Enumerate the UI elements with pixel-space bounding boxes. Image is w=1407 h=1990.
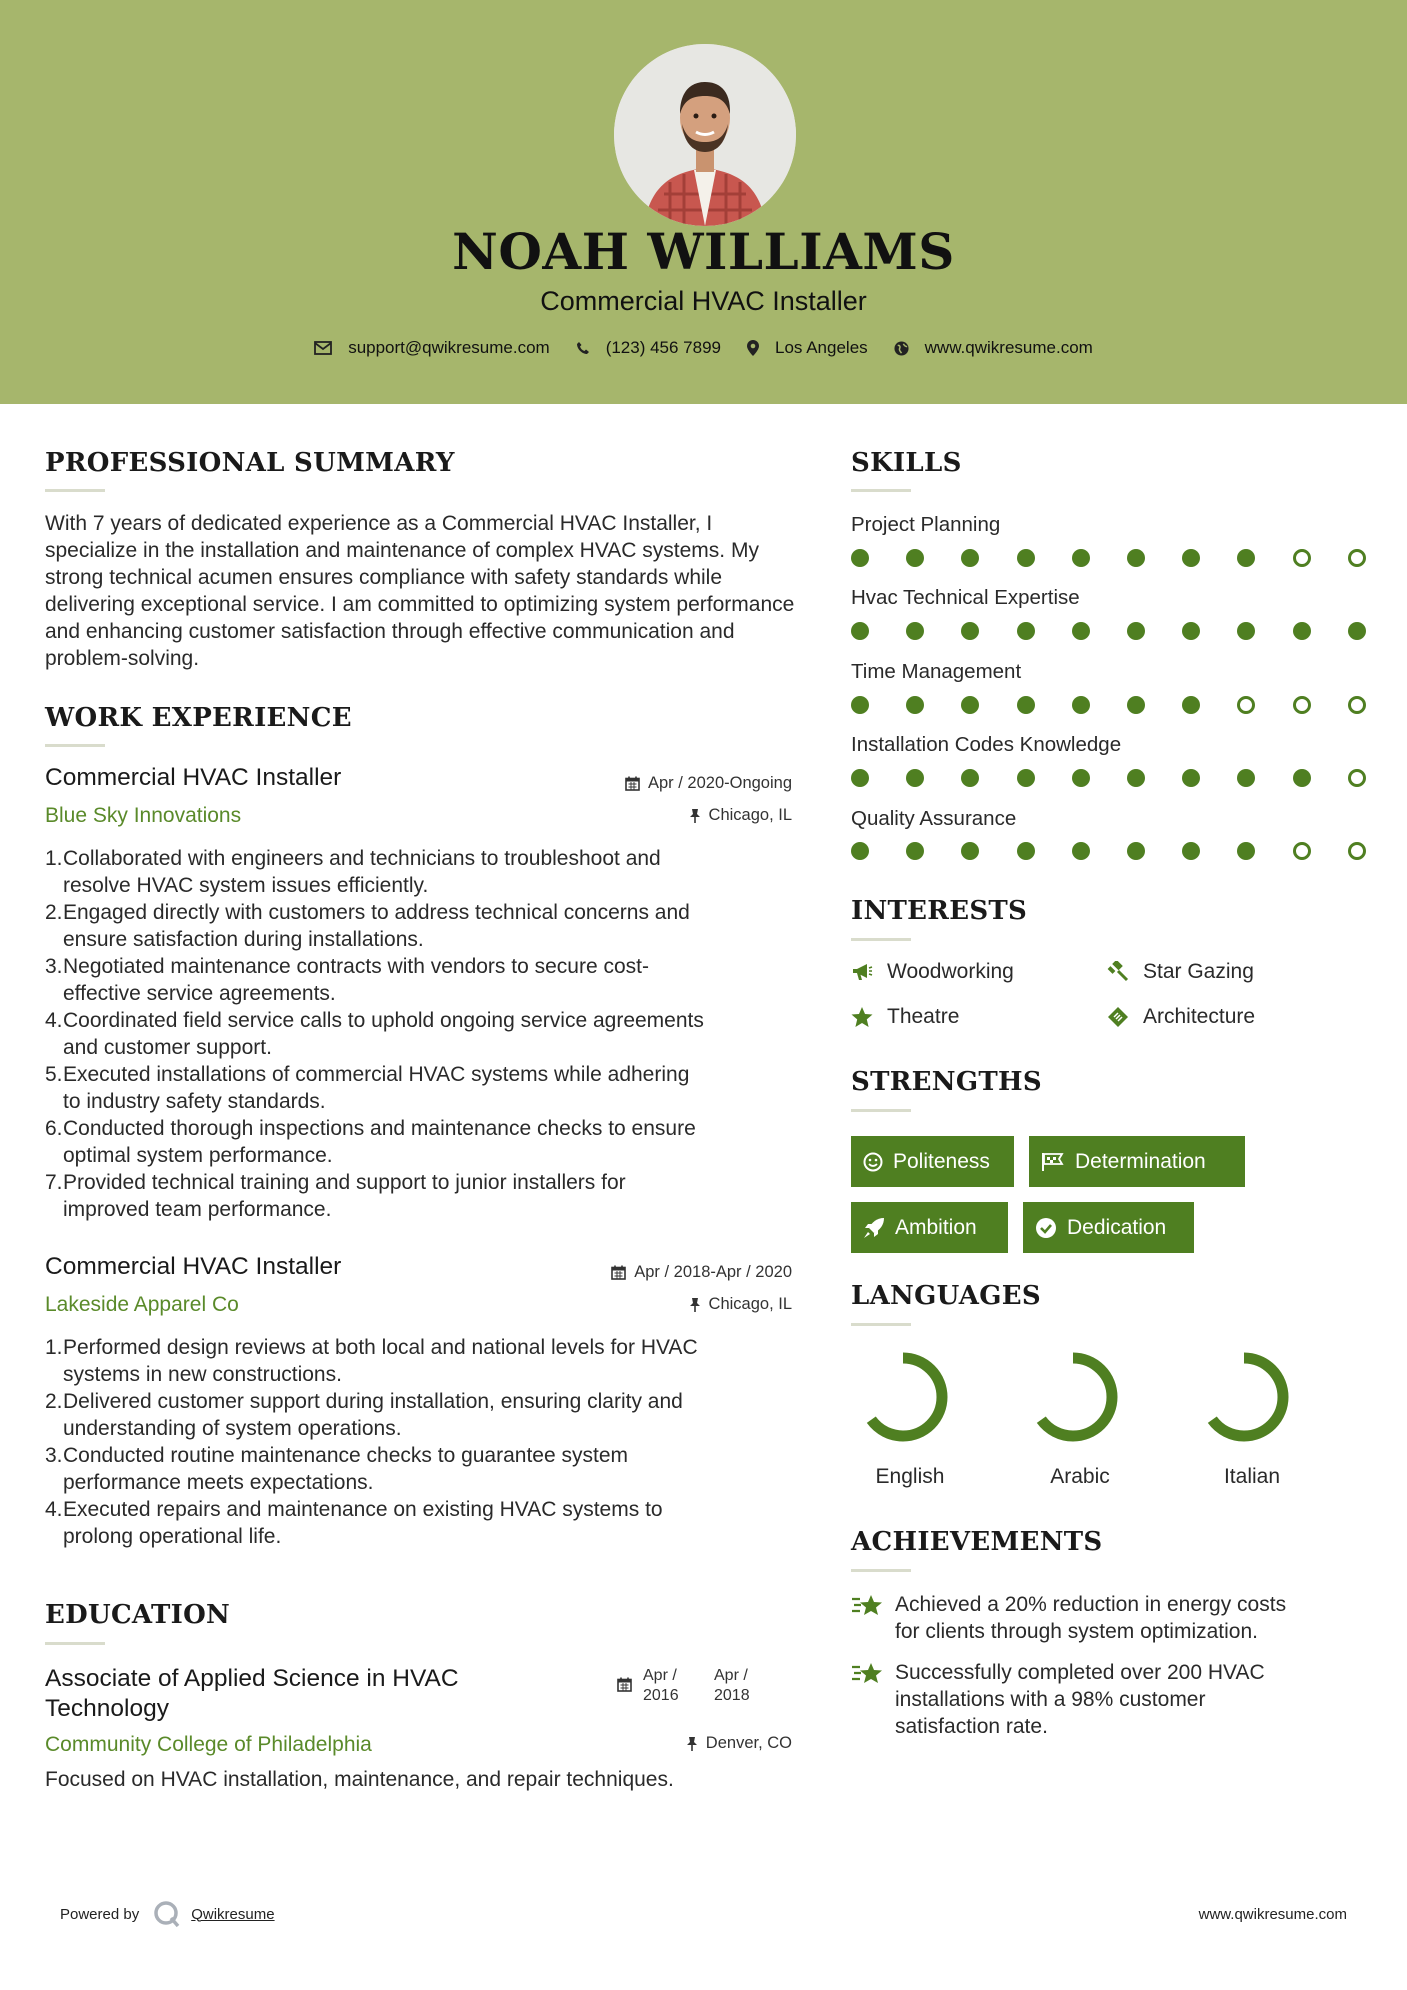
skill-dot-filled	[851, 622, 869, 640]
footer-powered-by: Powered by Qwikresume	[60, 1900, 275, 1928]
calendar-icon	[617, 1677, 632, 1692]
education-divider	[45, 1642, 105, 1645]
strengths-divider	[851, 1109, 911, 1112]
skill-rating	[851, 622, 1371, 642]
list-item: 7. Provided technical training and support to junior installers for improved team performance.	[45, 1171, 626, 1221]
gavel-icon	[1107, 961, 1129, 983]
list-item: 1. Collaborated with engineers and technicians to troubleshoot and resolve HVAC system issues efficiently.	[45, 847, 661, 897]
skill-dot-filled	[1348, 622, 1366, 640]
pushpin-icon	[689, 1297, 701, 1313]
education-end-date: Apr / 2018	[714, 1667, 750, 1704]
interest-item: Star Gazing	[1107, 960, 1254, 984]
skill-dot-filled	[1017, 842, 1035, 860]
skill-rating	[851, 696, 1371, 716]
degree-title: Associate of Applied Science in HVAC Technology	[45, 1665, 459, 1722]
skill-name: Quality Assurance	[851, 807, 1017, 830]
skill-dot-filled	[1182, 622, 1200, 640]
skill-dot-filled	[1182, 842, 1200, 860]
skill-rating	[851, 549, 1371, 569]
job-title: Commercial HVAC Installer	[45, 764, 342, 791]
skill-dot-filled	[851, 769, 869, 787]
language-ring-english	[864, 1358, 942, 1436]
skill-dot-filled	[1127, 769, 1145, 787]
interest-item: Theatre	[851, 1005, 959, 1029]
list-item: 3. Conducted routine maintenance checks to guarantee system performance meets expectations.	[45, 1444, 629, 1494]
profile-photo	[614, 44, 796, 226]
skill-dot-filled	[961, 696, 979, 714]
strength-badge: Politeness	[851, 1136, 1014, 1187]
company-name: Blue Sky Innovations	[45, 804, 242, 827]
job-title: Commercial HVAC Installer	[45, 1253, 342, 1280]
education-location: Denver, CO	[560, 1734, 792, 1753]
language-ring-italian	[1205, 1358, 1283, 1436]
company-name: Lakeside Apparel Co	[45, 1293, 239, 1316]
language-name: English	[875, 1465, 945, 1488]
skill-dot-filled	[906, 622, 924, 640]
experience-heading: WORK EXPERIENCE	[45, 703, 352, 733]
email-text: support@qwikresume.com	[348, 338, 550, 357]
pushpin-icon	[686, 1736, 698, 1752]
globe-icon	[894, 341, 909, 356]
calendar-icon	[625, 776, 640, 791]
check-circle-icon	[1035, 1217, 1057, 1239]
contact-phone[interactable]	[576, 338, 721, 358]
skill-dot-filled	[1072, 622, 1090, 640]
skill-dot-filled	[851, 549, 869, 567]
skill-dot-empty	[1293, 842, 1311, 860]
skill-dot-filled	[961, 769, 979, 787]
skill-name: Project Planning	[851, 513, 1001, 536]
qwikresume-logo-icon	[153, 1900, 181, 1928]
school-name: Community College of Philadelphia	[45, 1733, 372, 1756]
skill-name: Hvac Technical Expertise	[851, 586, 1080, 609]
interests-divider	[851, 938, 911, 941]
skill-dot-filled	[1127, 549, 1145, 567]
languages-heading: LANGUAGES	[851, 1281, 1041, 1311]
skill-dot-filled	[1072, 696, 1090, 714]
language-name: Arabic	[1050, 1465, 1110, 1488]
contact-email[interactable]	[314, 338, 550, 358]
footer-website[interactable]: www.qwikresume.com	[1198, 1906, 1347, 1923]
job-location: Chicago, IL	[560, 1295, 792, 1314]
skill-rating	[851, 769, 1371, 789]
strength-badge: Dedication	[1023, 1202, 1194, 1253]
skill-dot-filled	[1017, 549, 1035, 567]
skill-dot-filled	[1182, 549, 1200, 567]
languages-divider	[851, 1323, 911, 1326]
map-pin-icon	[747, 340, 759, 356]
list-item: 6. Conducted thorough inspections and maintenance checks to ensure optimal system performance.	[45, 1117, 696, 1167]
achievement-item: Successfully completed over 200 HVAC installations with a 98% customer satisfaction rate.	[851, 1659, 1375, 1740]
skill-name: Installation Codes Knowledge	[851, 733, 1122, 756]
skill-dot-filled	[1293, 622, 1311, 640]
skill-dot-filled	[1237, 622, 1255, 640]
summary-divider	[45, 489, 105, 492]
language-rings	[851, 1345, 1371, 1455]
candidate-role: Commercial HVAC Installer	[540, 286, 867, 316]
skill-dot-filled	[1182, 696, 1200, 714]
skill-dot-empty	[1293, 696, 1311, 714]
phone-icon	[576, 341, 590, 355]
job-dates: Apr / 2018-Apr / 2020	[540, 1263, 792, 1282]
skill-dot-filled	[906, 549, 924, 567]
skill-rating	[851, 842, 1371, 862]
strength-badge: Determination	[1029, 1136, 1245, 1187]
summary-heading: PROFESSIONAL SUMMARY	[45, 448, 455, 478]
skill-dot-filled	[851, 842, 869, 860]
contact-location	[747, 338, 868, 358]
job-duties-list	[45, 1334, 805, 1550]
achievements-divider	[851, 1569, 911, 1572]
website-text: www.qwikresume.com	[924, 338, 1093, 357]
list-item: 4. Executed repairs and maintenance on existing HVAC systems to prolong operational life.	[45, 1498, 663, 1548]
ticket-icon	[1107, 1006, 1129, 1028]
candidate-name: NOAH WILLIAMS	[452, 222, 955, 281]
skill-dot-empty	[1293, 549, 1311, 567]
list-item: 4. Coordinated field service calls to uphold ongoing service agreements and customer support.	[45, 1009, 704, 1059]
skill-dot-empty	[1348, 696, 1366, 714]
skill-dot-empty	[1237, 696, 1255, 714]
header-banner	[0, 0, 1407, 404]
trophy-star-icon	[851, 1593, 885, 1621]
list-item: 2. Delivered customer support during installation, ensuring clarity and understanding of system operations.	[45, 1390, 683, 1440]
skill-dot-filled	[1293, 769, 1311, 787]
job-location: Chicago, IL	[560, 806, 792, 825]
job-duties-list	[45, 845, 805, 1223]
skill-dot-filled	[1017, 769, 1035, 787]
list-item: 5. Executed installations of commercial HVAC systems while adhering to industry safety standards.	[45, 1063, 690, 1113]
skill-dot-filled	[906, 696, 924, 714]
experience-divider	[45, 744, 105, 747]
skill-dot-filled	[1017, 696, 1035, 714]
skill-dot-filled	[906, 769, 924, 787]
phone-text: (123) 456 7899	[605, 338, 722, 357]
trophy-star-icon	[851, 1661, 885, 1689]
job-dates: Apr / 2020-Ongoing	[560, 774, 792, 793]
skill-dot-empty	[1348, 842, 1366, 860]
skill-dot-filled	[1127, 622, 1145, 640]
skill-dot-empty	[1348, 549, 1366, 567]
flag-icon	[1041, 1152, 1065, 1172]
skill-dot-filled	[1072, 842, 1090, 860]
location-text: Los Angeles	[775, 338, 868, 357]
skill-dot-filled	[1237, 549, 1255, 567]
skills-heading: SKILLS	[851, 448, 962, 478]
skill-dot-filled	[906, 842, 924, 860]
star-icon	[851, 1007, 873, 1028]
contact-website[interactable]	[894, 338, 1093, 358]
summary-text: With 7 years of dedicated experience as a Commercial HVAC Installer, I specialize in the installation and maintenance of complex HVAC systems. My strong technical acumen ensures compliance with safety standards while delivering exceptional service. I am committed to optimizing system performance and enhancing customer satisfaction through effective communication and problem-solving.	[45, 512, 795, 670]
pushpin-icon	[689, 808, 701, 824]
skill-dot-filled	[961, 842, 979, 860]
rocket-icon	[863, 1217, 885, 1239]
interest-item: Woodworking	[851, 960, 1014, 984]
skill-dot-filled	[961, 549, 979, 567]
list-item: 1. Performed design reviews at both local and national levels for HVAC systems in new constructions.	[45, 1336, 698, 1386]
skill-name: Time Management	[851, 660, 1022, 683]
skill-dot-filled	[1127, 696, 1145, 714]
skill-dot-filled	[961, 622, 979, 640]
megaphone-icon	[851, 962, 873, 982]
strengths-heading: STRENGTHS	[851, 1067, 1042, 1097]
calendar-icon	[611, 1265, 626, 1280]
skill-dot-filled	[1237, 842, 1255, 860]
list-item: 2. Engaged directly with customers to address technical concerns and ensure satisfaction during installations.	[45, 901, 690, 951]
skill-dot-filled	[1127, 842, 1145, 860]
interests-heading: INTERESTS	[851, 896, 1028, 926]
skill-dot-filled	[851, 696, 869, 714]
envelope-icon	[314, 341, 332, 355]
achievements-heading: ACHIEVEMENTS	[851, 1527, 1103, 1557]
list-item: 3. Negotiated maintenance contracts with vendors to secure cost- effective service agreements.	[45, 955, 649, 1005]
skill-dot-filled	[1072, 769, 1090, 787]
strength-badge: Ambition	[851, 1202, 1008, 1253]
skill-dot-filled	[1017, 622, 1035, 640]
language-name: Italian	[1223, 1465, 1281, 1488]
achievement-item: Achieved a 20% reduction in energy costs for clients through system optimization.	[851, 1591, 1375, 1645]
skill-dot-filled	[1072, 549, 1090, 567]
skill-dot-empty	[1348, 769, 1366, 787]
skills-divider	[851, 489, 911, 492]
education-start-date: Apr / 2016	[643, 1667, 679, 1704]
skill-dot-filled	[1237, 769, 1255, 787]
education-heading: EDUCATION	[45, 1600, 231, 1630]
skill-dot-filled	[1182, 769, 1200, 787]
interest-item: Architecture	[1107, 1005, 1255, 1029]
smile-icon	[863, 1152, 883, 1172]
qwikresume-link[interactable]: Qwikresume	[191, 1905, 275, 1923]
language-ring-arabic	[1034, 1358, 1112, 1436]
contact-bar	[0, 338, 1407, 358]
education-description: Focused on HVAC installation, maintenance, and repair techniques.	[45, 1768, 674, 1791]
